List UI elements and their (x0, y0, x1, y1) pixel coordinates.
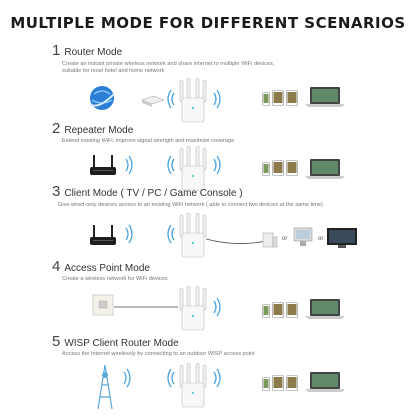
laptop-icon (305, 298, 345, 320)
mode-title: Access Point Mode (64, 263, 150, 274)
wifi-waves-icon (210, 367, 224, 389)
wifi-waves-icon (164, 88, 178, 110)
wifi-waves-icon (122, 223, 136, 245)
repeater-icon (178, 363, 208, 409)
wifi-waves-icon (210, 296, 224, 318)
mode-number: 5 (52, 333, 61, 350)
phone-icon (262, 377, 270, 391)
phone-icon (262, 92, 270, 106)
mode-description: Give wired-only devices access to an existing WiFi network ( able to connect two devices at the same time) (58, 202, 323, 208)
tv-icon (326, 227, 358, 249)
pc-icon (292, 227, 314, 249)
mode-description: Create a wireless network for WiFi devices (62, 276, 168, 282)
tablet-icon (286, 90, 298, 106)
mode-title: Router Mode (64, 47, 123, 58)
router-icon (88, 153, 118, 179)
phone-icon (262, 304, 270, 318)
mode-wisp-client-router (0, 333, 416, 413)
mode-client (0, 183, 416, 263)
wifi-waves-icon (164, 223, 178, 245)
page-title: MULTIPLE MODE FOR DIFFERENT SCENARIOS (10, 14, 406, 32)
wifi-waves-icon (164, 367, 178, 389)
tablet-icon (272, 160, 284, 176)
wifi-waves-icon (122, 154, 136, 176)
or-label: or (318, 236, 324, 242)
mode-description: Access the Internet wirelessly by connecting to an outdoor WISP access point (62, 351, 255, 357)
mode-description-line2: suitable for most hotel and home network (62, 68, 165, 74)
tablet-icon (286, 302, 298, 318)
tablet-icon (286, 375, 298, 391)
tablet-icon (286, 160, 298, 176)
mode-number: 3 (52, 183, 61, 200)
ethernet-cable-icon (206, 235, 268, 249)
mode-number: 1 (52, 42, 61, 59)
modem-icon (140, 94, 166, 108)
tablet-icon (272, 375, 284, 391)
repeater-icon (178, 78, 208, 124)
mode-title: WISP Client Router Mode (64, 338, 179, 349)
wifi-waves-icon (120, 367, 134, 389)
wifi-waves-icon (210, 154, 224, 176)
mode-access-point (0, 258, 416, 338)
repeater-icon (178, 213, 208, 259)
ethernet-cable-icon (114, 304, 178, 310)
wall-socket-icon (92, 294, 114, 316)
repeater-icon (178, 286, 208, 332)
tablet-icon (272, 302, 284, 318)
mode-title: Repeater Mode (64, 125, 134, 136)
tablet-icon (272, 90, 284, 106)
mode-title: Client Mode ( TV / PC / Game Console ) (64, 188, 243, 199)
mode-number: 4 (52, 258, 61, 275)
wifi-waves-icon (210, 88, 224, 110)
or-label: or (282, 236, 288, 242)
game-console-icon (262, 231, 278, 249)
wifi-waves-icon (164, 154, 178, 176)
mode-router (0, 42, 416, 122)
laptop-icon (305, 86, 345, 108)
phone-icon (262, 162, 270, 176)
mode-description: Create an instant private wireless network and share internet to multiple WiFi devices, (62, 61, 275, 67)
antenna-tower-icon (94, 363, 116, 411)
mode-description: Extend existing WiFi, improve signal strength and maximize coverage (62, 138, 235, 144)
laptop-icon (305, 371, 345, 393)
mode-number: 2 (52, 120, 61, 137)
router-icon (88, 223, 118, 249)
globe-icon (88, 84, 116, 112)
laptop-icon (305, 158, 345, 180)
